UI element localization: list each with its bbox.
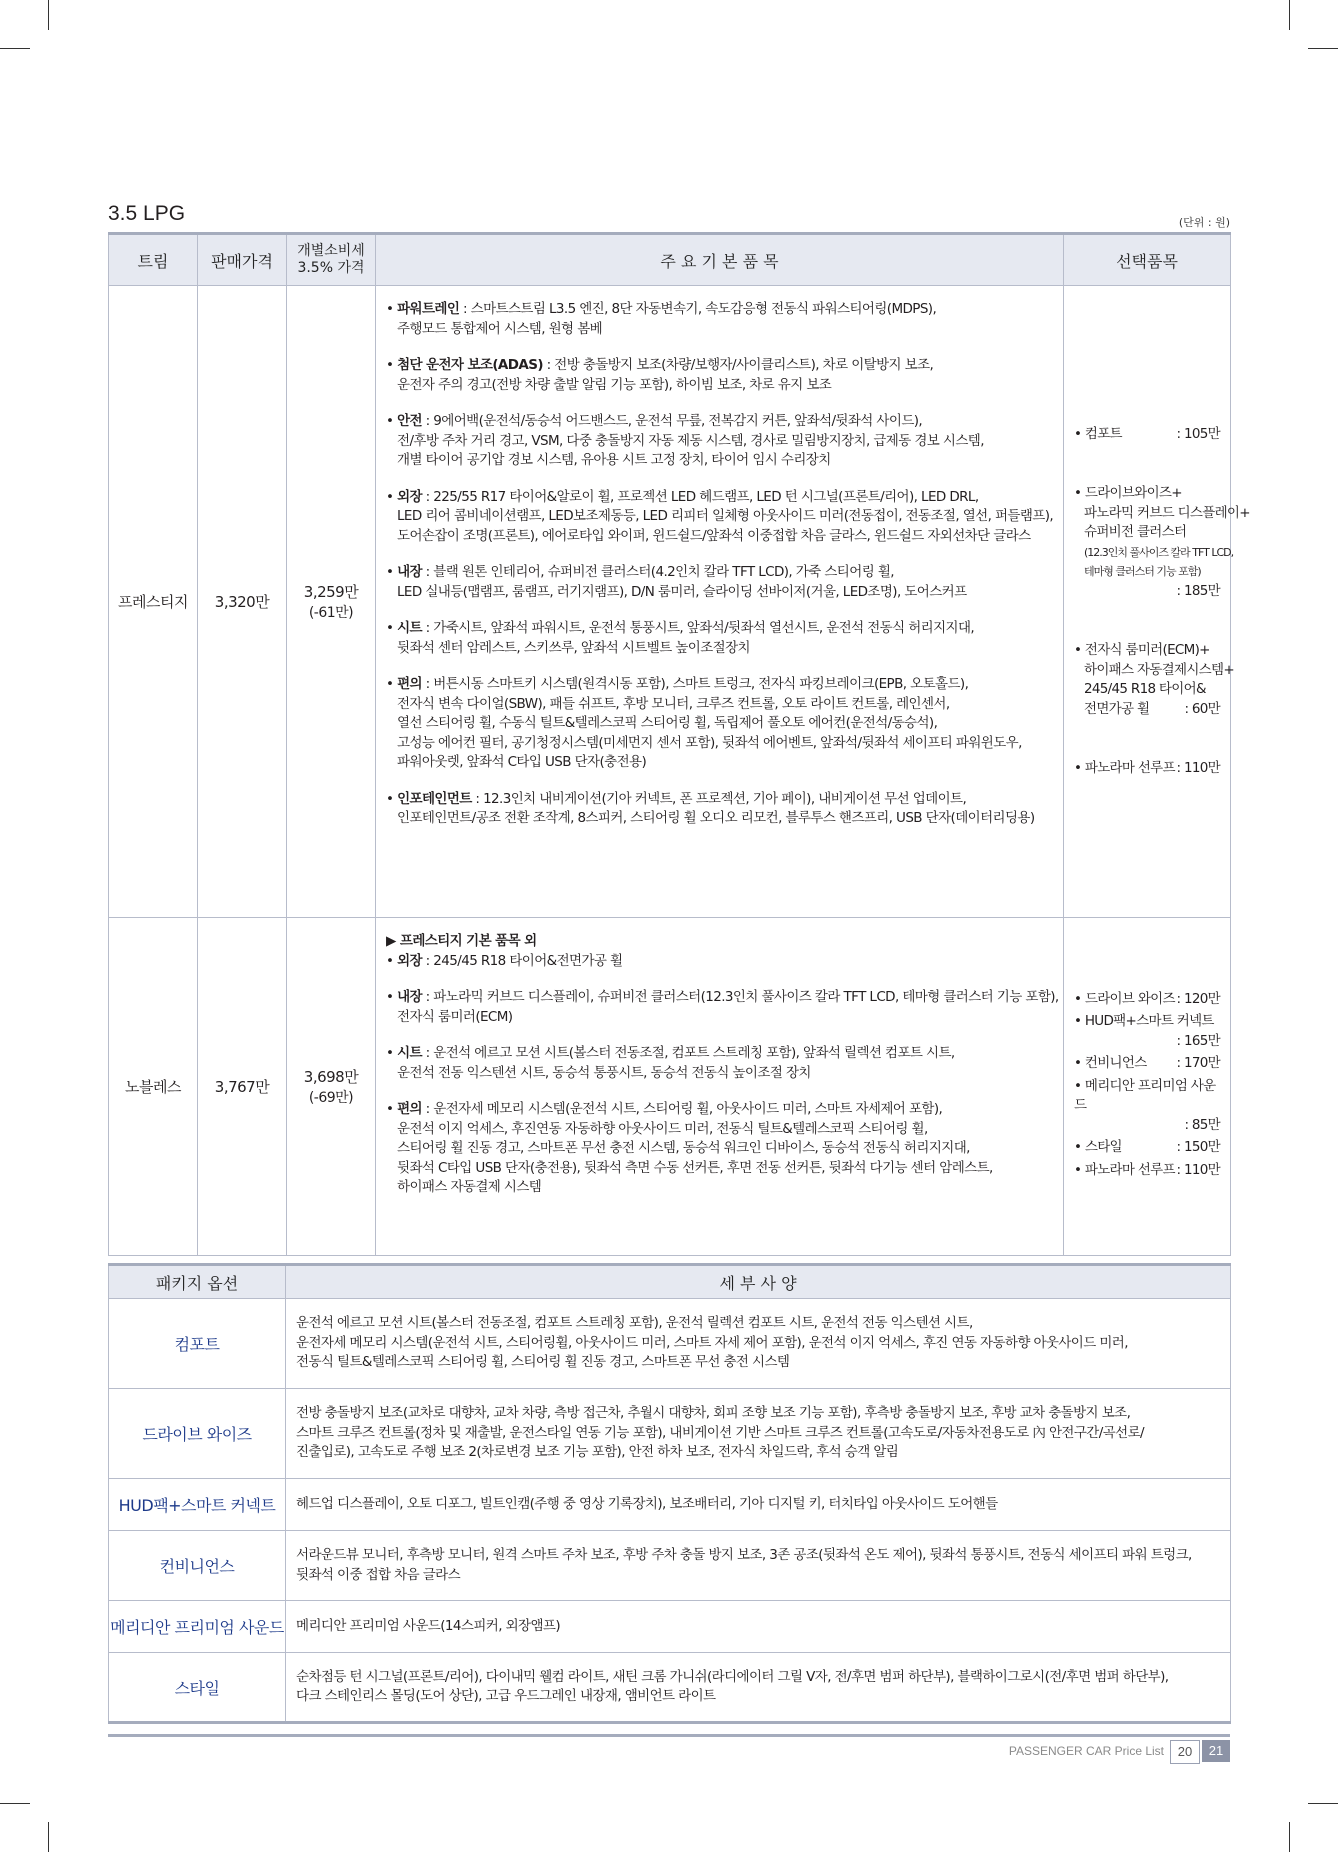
option-price: : 150만 (1176, 1139, 1220, 1156)
feature-label: 외장 (397, 952, 422, 969)
trim-name: 프레스티지 (109, 286, 198, 918)
header-tax-price (287, 234, 376, 286)
trim-row-noblesse (109, 918, 1231, 1256)
package-row (109, 1601, 1231, 1653)
feature-text: 뒷좌석 C타입 USB 단자(충전용), 뒷좌석 측면 수동 선커튼, 후면 전동 선커튼, 뒷좌석 다기능 센터 암레스트, (397, 1159, 993, 1176)
feature-text: 9에어백(운전석/동승석 어드밴스드, 운전석 무릎, 전복감지 커튼, 앞좌석/뒷좌석 사이드), (433, 413, 923, 429)
option-name: 슈퍼비전 클러스터 (1084, 524, 1187, 540)
feature-item: • 외장 : 245/45 R18 타이어&전면가공 휠 (386, 952, 623, 969)
feature-text: 인포테인먼트/공조 전환 조작계, 8스피커, 스티어링 휠 오디오 리모컨, 블루투스 핸즈프리, USB 단자(데이터리딩용) (397, 810, 1035, 826)
section-title: 3.5 LPG (108, 202, 186, 225)
option-name: 전자식 룸미러(ECM)+ (1084, 642, 1210, 658)
footer-label: PASSENGER CAR Price List (1008, 1744, 1164, 1758)
option-list (1064, 918, 1231, 1256)
option-item: • 드라이브와이즈+ 파노라믹 커브드 디스플레이+ 슈퍼비전 클러스터 (12.3인치 풀사이즈 칼라 TFT LCD, 테마형 클러스터 기능 포함) : 185만 (1074, 484, 1220, 601)
feature-text: 12.3인치 내비게이션(기아 커넥트, 폰 프로젝션, 기아 페이), 내비게이션 무선 업데이트, (483, 790, 967, 807)
option-price: : 60만 (1184, 700, 1220, 717)
package-row (109, 1531, 1231, 1601)
feature-item: • 편의 : 운전자세 메모리 시스템(운전석 시트, 스티어링 휠, 아웃사이드 미러, 스마트 자세제어 포함), 운전석 이지 억세스, 후진연동 자동하향 아웃사이드 미러, 전동식 틸트&텔레스코픽 스티어링 휠, 스티어링 휠 진동 경고, 스마트폰 무선 충전 시스템, 동승석 워크인 디바이스, 동승석 전동식 허리지지대, 뒷좌석 C타입 USB 단자(충전용), 뒷좌석 측면 수동 선커튼, 후면 전동 선커튼, 뒷좌석 다기능 센터 암레스트, 하이패스 자동결제 시스템 (386, 1100, 1055, 1198)
feature-text: 개별 타이어 공기압 경보 시스템, 유아용 시트 고정 장치, 타이어 임시 수리장치 (397, 452, 831, 468)
feature-label: 시트 (397, 620, 422, 636)
package-name: 스타일 (109, 1653, 286, 1723)
option-name: 하이패스 자동결제시스템+ (1084, 661, 1234, 678)
feature-item: • 내장 : 파노라믹 커브드 디스플레이, 슈퍼비전 클러스터(12.3인치 풀사이즈 칼라 TFT LCD, 테마형 클러스터 기능 포함), 전자식 룸미러(ECM) (386, 988, 1055, 1027)
feature-text: 전/후방 주차 거리 경고, VSM, 다중 충돌방지 자동 제동 시스템, 경사로 밀림방지장치, 급제동 경보 시스템, (397, 432, 984, 449)
feature-text: LED 실내등(맵램프, 룸램프, 러기지램프), D/N 룸미러, 슬라이딩 선바이저(거울, LED조명), 도어스커프 (397, 583, 967, 600)
feature-text: 하이패스 자동결제 시스템 (397, 1179, 542, 1195)
package-row (109, 1389, 1231, 1479)
feature-label: 시트 (397, 1045, 422, 1061)
feature-item: • 편의 : 버튼시동 스마트키 시스템(원격시동 포함), 스마트 트렁크, 전자식 파킹브레이크(EPB, 오토홀드), 전자식 변속 다이얼(SBW), 패들 쉬프트, 후방 모니터, 크루즈 컨트롤, 오토 라이트 컨트롤, 레인센서, 열선 스티어링 휠, 수동식 틸트&텔레스코픽 스티어링 휠, 독립제어 풀오토 에어컨(운전석/동승석), 고성능 에어컨 필터, 공기청정시스템(미세먼지 센서 포함), 뒷좌석 에어벤트, 앞좌석/뒷좌석 세이프티 파워윈도우, 파워아웃렛, 앞좌석 C타입 USB 단자(충전용) (386, 675, 1055, 773)
tax-price-value: 3,259만 (303, 583, 359, 601)
crop-mark (1308, 48, 1338, 49)
feature-label: 내장 (397, 989, 422, 1005)
option-name: HUD팩+스마트 커넥트 (1084, 1013, 1214, 1030)
feature-label: 인포테인먼트 (397, 790, 472, 807)
feature-text: 운전자 주의 경고(전방 차량 출발 알림 기능 포함), 하이빔 보조, 차로 유지 보조 (397, 376, 832, 393)
header-package-name: 패키지 옵션 (109, 1265, 286, 1299)
trim-price: 3,320만 (198, 286, 287, 918)
option-name: 245/45 R18 타이어& (1084, 681, 1206, 697)
feature-text: 뒷좌석 센터 암레스트, 스키쓰루, 앞좌석 시트벨트 높이조절장치 (397, 639, 750, 656)
feature-item: • 시트 : 운전석 에르고 모션 시트(볼스터 전동조절, 컴포트 스트레칭 포함), 앞좌석 릴렉션 컴포트 시트, 운전석 전동 익스텐션 시트, 동승석 통풍시트, 동승석 전동식 높이조절 장치 (386, 1044, 1055, 1083)
crop-mark (0, 1803, 30, 1804)
crop-mark (1308, 1803, 1338, 1804)
header-features: 주 요 기 본 품 목 (376, 234, 1064, 286)
feature-item: • 내장 : 블랙 원톤 인테리어, 슈퍼비전 클러스터(4.2인치 칼라 TFT LCD), 가죽 스티어링 휠, LED 실내등(맵램프, 룸램프, 러기지램프), D/N 룸미러, 슬라이딩 선바이저(거울, LED조명), 도어스커프 (386, 563, 1055, 602)
feature-text: 파워아웃렛, 앞좌석 C타입 USB 단자(충전용) (397, 754, 647, 770)
package-detail-line: 스마트 크루즈 컨트롤(정차 및 재출발, 운전스타일 연동 기능 포함), 내비게이션 기반 스마트 크루즈 컨트롤(고속도로/자동차전용도로 內 안전구간/곡선로/ (296, 1424, 1144, 1441)
option-name: 파노라마 선루프 (1084, 1161, 1175, 1178)
option-item: • 파노라마 선루프 : 110만 (1074, 759, 1220, 779)
package-name: 드라이브 와이즈 (109, 1389, 286, 1479)
option-name: 컴포트 (1084, 425, 1122, 442)
tax-price-value: 3,698만 (303, 1068, 359, 1086)
trim-price: 3,767만 (198, 918, 287, 1256)
package-row (109, 1299, 1231, 1389)
page-footer (108, 1734, 1230, 1761)
option-name: 파노라마 선루프 (1084, 760, 1175, 776)
package-detail-line: 운전자세 메모리 시스템(운전석 시트, 스티어링휠, 아웃사이드 미러, 스마트 자세 제어 포함), 운전석 이지 억세스, 후진 연동 자동하향 아웃사이드 미러, (296, 1334, 1128, 1351)
option-item: • 메리디안 프리미엄 사운드 : 85만 (1074, 1077, 1220, 1136)
option-price: : 105만 (1176, 425, 1220, 442)
option-name: 테마형 클러스터 기능 포함) (1084, 565, 1201, 578)
crop-mark (0, 48, 30, 49)
package-detail (286, 1653, 1231, 1723)
feature-text: 전자식 룸미러(ECM) (397, 1008, 513, 1025)
crop-mark (48, 1822, 49, 1852)
feature-item: • 시트 : 가죽시트, 앞좌석 파워시트, 운전석 통풍시트, 앞좌석/뒷좌석 열선시트, 운전석 전동식 허리지지대, 뒷좌석 센터 암레스트, 스키쓰루, 앞좌석 시트벨트 높이조절장치 (386, 619, 1055, 658)
feature-text: 운전석 전동 익스텐션 시트, 동승석 통풍시트, 동승석 전동식 높이조절 장치 (397, 1064, 811, 1081)
package-detail-line: 진출입로), 고속도로 주행 보조 2(차로변경 보조 기능 포함), 안전 하차 보조, 전자식 차일드락, 후석 승객 알림 (296, 1444, 899, 1461)
option-item: • HUD팩+스마트 커넥트 : 165만 (1074, 1012, 1220, 1051)
tax-price-diff: (-61만) (308, 605, 354, 621)
package-detail (286, 1299, 1231, 1389)
crop-mark (1289, 1822, 1290, 1852)
package-detail (286, 1389, 1231, 1479)
trim-price-table (108, 232, 1250, 1256)
page-number-left: 20 (1170, 1740, 1200, 1764)
feature-text: 전방 충돌방지 보조(차량/보행자/사이클리스트), 차로 이탈방지 보조, (554, 357, 934, 373)
trim-row-prestige (109, 286, 1231, 918)
header-tax-line2: 3.5% 가격 (297, 260, 365, 276)
option-name: 메리디안 프리미엄 사운드 (1074, 1077, 1216, 1114)
crop-mark (1289, 0, 1290, 30)
feature-text: 주행모드 통합제어 시스템, 원형 봄베 (397, 320, 603, 337)
option-item: • 파노라마 선루프 : 110만 (1074, 1161, 1220, 1181)
option-list (1064, 286, 1250, 918)
feature-text: 열선 스티어링 휠, 수동식 틸트&텔레스코픽 스티어링 휠, 독립제어 풀오토 에어컨(운전석/동승석), (397, 715, 938, 731)
feature-text: 가죽시트, 앞좌석 파워시트, 운전석 통풍시트, 앞좌석/뒷좌석 열선시트, 운전석 전동식 허리지지대, (433, 620, 975, 636)
package-name: HUD팩+스마트 커넥트 (109, 1479, 286, 1531)
package-detail (286, 1601, 1231, 1653)
feature-text: 운전석 이지 억세스, 후진연동 자동하향 아웃사이드 미러, 전동식 틸트&텔레스코픽 스티어링 휠, (397, 1120, 928, 1137)
feature-text: 전자식 변속 다이얼(SBW), 패들 쉬프트, 후방 모니터, 크루즈 컨트롤, 오토 라이트 컨트롤, 레인센서, (397, 695, 950, 712)
header-package-detail: 세 부 사 양 (286, 1265, 1231, 1299)
feature-list (376, 286, 1064, 918)
page-number-right: 21 (1202, 1740, 1230, 1762)
feature-label: 내장 (397, 564, 422, 580)
package-detail-line: 뒷좌석 이중 접합 차음 글라스 (296, 1566, 461, 1583)
feature-label: 안전 (397, 413, 422, 429)
package-name: 메리디안 프리미엄 사운드 (109, 1601, 286, 1653)
option-item: • 전자식 룸미러(ECM)+ 하이패스 자동결제시스템+ 245/45 R18 타이어& 전면가공 휠 : 60만 (1074, 641, 1220, 719)
option-name: 드라이브와이즈+ (1084, 485, 1182, 501)
feature-label: 파워트레인 (397, 301, 460, 317)
feature-text: 운전자세 메모리 시스템(운전석 시트, 스티어링 휠, 아웃사이드 미러, 스마트 자세제어 포함), (433, 1101, 943, 1117)
feature-list (376, 918, 1064, 1256)
feature-item: • 첨단 운전자 보조(ADAS) : 전방 충돌방지 보조(차량/보행자/사이클리스트), 차로 이탈방지 보조, 운전자 주의 경고(전방 차량 출발 알림 기능 포함), 하이빔 보조, 차로 유지 보조 (386, 356, 1055, 395)
feature-text: 스티어링 휠 진동 경고, 스마트폰 무선 충전 시스템, 동승석 워크인 디바이스, 동승석 전동식 허리지지대, (397, 1140, 970, 1156)
package-detail-line: 헤드업 디스플레이, 오토 디포그, 빌트인캠(주행 중 영상 기록장치), 보조배터리, 기아 디지털 키, 터치타입 아웃사이드 도어핸들 (296, 1495, 998, 1512)
feature-text: 245/45 R18 타이어&전면가공 휠 (433, 952, 623, 969)
package-detail (286, 1479, 1231, 1531)
feature-text: 스마트스트림 L3.5 엔진, 8단 자동변속기, 속도감응형 전동식 파워스티어링(MDPS), (470, 301, 937, 317)
option-item: • 스타일 : 150만 (1074, 1138, 1220, 1158)
option-name: 스타일 (1084, 1139, 1122, 1156)
package-detail-line: 전방 충돌방지 보조(교차로 대향차, 교차 차량, 측방 접근차, 추월시 대향차, 회피 조향 보조 기능 포함), 후측방 충돌방지 보조, 후방 교차 충돌방지 보조, (296, 1405, 1131, 1422)
option-price: : 185만 (1176, 582, 1220, 599)
feature-text: 도어손잡이 조명(프론트), 에어로타입 와이퍼, 윈드쉴드/앞좌석 이중접합 차음 글라스, 윈드쉴드 자외선차단 글라스 (397, 527, 1031, 544)
trim-tax-price (287, 918, 376, 1256)
package-detail-line: 메리디안 프리미엄 사운드(14스피커, 외장앰프) (296, 1617, 561, 1634)
trim-tax-price (287, 286, 376, 918)
feature-label: 편의 (397, 676, 422, 692)
package-name: 컨비니언스 (109, 1531, 286, 1601)
feature-text: 블랙 원톤 인테리어, 슈퍼비전 클러스터(4.2인치 칼라 TFT LCD), 가죽 스티어링 휠, (433, 564, 894, 580)
feature-item: • 외장 : 225/55 R17 타이어&알로이 휠, 프로젝션 LED 헤드램프, LED 턴 시그널(프론트/리어), LED DRL, LED 리어 콤비네이션램프, LED보조제동등, LED 리피터 일체형 아웃사이드 미러(전동접이, 전동조절, 열선, 퍼들램프), 도어손잡이 조명(프론트), 에어로타입 와이퍼, 윈드쉴드/앞좌석 이중접합 차음 글라스, 윈드쉴드 자외선차단 글라스 (386, 488, 1055, 547)
option-item: • 컴포트 : 105만 (1074, 425, 1220, 445)
feature-text: 운전석 에르고 모션 시트(볼스터 전동조절, 컴포트 스트레칭 포함), 앞좌석 릴렉션 컴포트 시트, (433, 1045, 955, 1061)
option-item: • 컨비니언스 : 170만 (1074, 1054, 1220, 1074)
feature-item: • 인포테인먼트 : 12.3인치 내비게이션(기아 커넥트, 폰 프로젝션, 기아 페이), 내비게이션 무선 업데이트, 인포테인먼트/공조 전환 조작계, 8스피커, 스티어링 휠 오디오 리모컨, 블루투스 핸즈프리, USB 단자(데이터리딩용) (386, 790, 1055, 829)
option-price: : 85만 (1184, 1116, 1220, 1133)
header-price: 판매가격 (198, 234, 287, 286)
header-options: 선택품목 (1064, 234, 1231, 286)
feature-label: 외장 (397, 488, 422, 505)
feature-item: • 파워트레인 : 스마트스트림 L3.5 엔진, 8단 자동변속기, 속도감응형 전동식 파워스티어링(MDPS), 주행모드 통합제어 시스템, 원형 봄베 (386, 300, 1055, 339)
feature-text: 고성능 에어컨 필터, 공기청정시스템(미세먼지 센서 포함), 뒷좌석 에어벤트, 앞좌석/뒷좌석 세이프티 파워윈도우, (397, 734, 1022, 751)
option-price: : 120만 (1176, 990, 1220, 1007)
package-detail (286, 1531, 1231, 1601)
feature-text: 225/55 R17 타이어&알로이 휠, 프로젝션 LED 헤드램프, LED 턴 시그널(프론트/리어), LED DRL, (433, 488, 979, 505)
package-detail-line: 다크 스테인리스 몰딩(도어 상단), 고급 우드그레인 내장재, 앰비언트 라이트 (296, 1688, 716, 1704)
package-detail-line: 서라운드뷰 모니터, 후측방 모니터, 원격 스마트 주차 보조, 후방 주차 충돌 방지 보조, 3존 공조(뒷좌석 온도 제어), 뒷좌석 통풍시트, 전동식 세이프티 파워 트렁크, (296, 1547, 1192, 1563)
option-price: : 110만 (1176, 1161, 1220, 1178)
header-trim: 트림 (109, 234, 198, 286)
unit-note: (단위 : 원) (1178, 216, 1230, 229)
package-detail-line: 전동식 틸트&텔레스코픽 스티어링 휠, 스티어링 휠 진동 경고, 스마트폰 무선 충전 시스템 (296, 1354, 790, 1371)
feature-text: 파노라믹 커브드 디스플레이, 슈퍼비전 클러스터(12.3인치 풀사이즈 칼라 TFT LCD, 테마형 클러스터 기능 포함), (433, 989, 1059, 1005)
package-detail-line: 순차점등 턴 시그널(프론트/리어), 다이내믹 웰컴 라이트, 새틴 크롬 가니쉬(라디에이터 그릴 V자, 전/후면 범퍼 하단부), 블랙하이그로시(전/후면 범퍼 하단부), (296, 1668, 1169, 1685)
option-name: (12.3인치 풀사이즈 칼라 TFT LCD, (1084, 545, 1234, 559)
option-item: • 드라이브 와이즈 : 120만 (1074, 990, 1220, 1010)
option-name: 파노라믹 커브드 디스플레이+ (1084, 504, 1250, 521)
option-price: : 165만 (1176, 1032, 1220, 1049)
crop-mark (48, 0, 49, 30)
package-row (109, 1479, 1231, 1531)
option-name: 컨비니언스 (1084, 1055, 1147, 1072)
feature-label: 첨단 운전자 보조(ADAS) (397, 357, 543, 373)
trim-name: 노블레스 (109, 918, 198, 1256)
option-name: 드라이브 와이즈 (1084, 990, 1175, 1007)
header-tax-line1: 개별소비세 (297, 243, 365, 259)
base-note: ▶ 프레스티지 기본 품목 외 (386, 933, 537, 949)
tax-price-diff: (-69만) (308, 1090, 354, 1106)
option-price: : 110만 (1176, 760, 1220, 776)
package-row (109, 1653, 1231, 1723)
package-name: 컴포트 (109, 1299, 286, 1389)
feature-text: 버튼시동 스마트키 시스템(원격시동 포함), 스마트 트렁크, 전자식 파킹브레이크(EPB, 오토홀드), (433, 676, 969, 692)
package-detail-line: 운전석 에르고 모션 시트(볼스터 전동조절, 컴포트 스트레칭 포함), 운전석 릴렉션 컴포트 시트, 운전석 전동 익스텐션 시트, (296, 1315, 973, 1332)
feature-text: LED 리어 콤비네이션램프, LED보조제동등, LED 리피터 일체형 아웃사이드 미러(전동접이, 전동조절, 열선, 퍼들램프), (397, 508, 1054, 524)
package-option-table (108, 1263, 1231, 1724)
feature-item: • 안전 : 9에어백(운전석/동승석 어드밴스드, 운전석 무릎, 전복감지 커튼, 앞좌석/뒷좌석 사이드), 전/후방 주차 거리 경고, VSM, 다중 충돌방지 자동 제동 시스템, 경사로 밀림방지장치, 급제동 경보 시스템, 개별 타이어 공기압 경보 시스템, 유아용 시트 고정 장치, 타이어 임시 수리장치 (386, 412, 1055, 471)
option-price: : 170만 (1176, 1055, 1220, 1072)
feature-label: 편의 (397, 1101, 422, 1117)
option-name: 전면가공 휠 (1084, 700, 1150, 717)
